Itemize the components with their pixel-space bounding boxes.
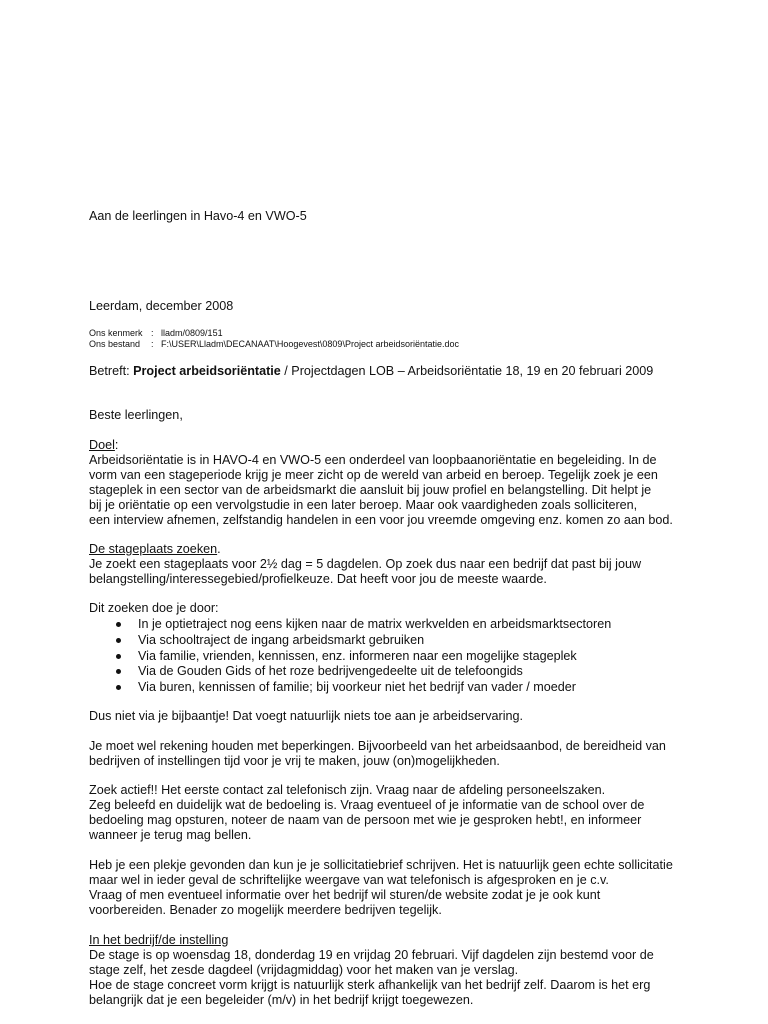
- sollicitatie-line: Heb je een plekje gevonden dan kun je je sollicitatiebrief schrijven. Het is natuurlijk geen echte sollicitatie: [89, 858, 673, 872]
- subject-rest: / Projectdagen LOB – Arbeidsoriëntatie 18, 19 en 20 februari 2009: [280, 364, 654, 378]
- list-item: In je optietraject nog eens kijken naar de matrix werkvelden en arbeidsmarktsectoren: [89, 617, 611, 633]
- list-item: Via de Gouden Gids of het roze bedrijvengedeelte uit de telefoongids: [89, 664, 611, 680]
- doel-heading-line: [89, 438, 118, 453]
- bestand-label: Ons bestand: [89, 339, 141, 349]
- stageplaats-line: Je zoekt een stageplaats voor 2½ dag = 5 dagdelen. Op zoek dus naar een bedrijf dat past bij jouw: [89, 557, 642, 571]
- doel-heading-suffix: :: [114, 438, 119, 452]
- subject-title: Project arbeidsoriëntatie: [133, 364, 281, 378]
- stageplaats-heading-line: [89, 542, 221, 557]
- doel-line: Arbeidsoriëntatie is in HAVO-4 en VWO-5 een onderdeel van loopbaanoriëntatie en begeleiding. In de: [89, 453, 657, 467]
- kenmerk-value: lladm/0809/151: [161, 328, 223, 338]
- doel-line: bij je oriëntatie op een vervolgstudie in een later beroep. Maar ook vaardigheden zoals solliciteren,: [89, 498, 638, 512]
- list-item: Via familie, vrienden, kennissen, enz. informeren naar een mogelijke stageplek: [89, 649, 611, 665]
- sollicitatie-line: maar wel in ieder geval de schriftelijke weergave van wat telefonisch is afgesproken en je c.v.: [89, 873, 609, 887]
- reference-bestand: [89, 339, 459, 350]
- doel-heading: Doel: [89, 438, 115, 452]
- list-item: Via buren, kennissen of familie; bij voorkeur niet het bedrijf van vader / moeder: [89, 680, 611, 696]
- addressee: Aan de leerlingen in Havo-4 en VWO-5: [89, 209, 307, 223]
- subject-prefix: Betreft:: [89, 364, 134, 378]
- kenmerk-label: Ons kenmerk: [89, 328, 143, 338]
- beperkingen-line: bedrijven of instellingen tijd voor je vrij te maken, jouw (on)mogelijkheden.: [89, 754, 500, 768]
- bedrijf-line: stage zelf, het zesde dagdeel (vrijdagmiddag) voor het maken van je verslag.: [89, 963, 519, 977]
- bestand-separator: :: [151, 339, 154, 349]
- kenmerk-separator: :: [151, 328, 154, 338]
- bestand-value: F:\USER\Lladm\DECANAAT\Hoogevest\0809\Project arbeidsoriëntatie.doc: [161, 339, 460, 349]
- subject-line: [89, 364, 653, 379]
- stageplaats-heading: De stageplaats zoeken: [89, 542, 218, 556]
- actief-line: Zeg beleefd en duidelijk wat de bedoeling is. Vraag eventueel of je informatie van de school over de: [89, 798, 645, 812]
- zoeken-bullet-list: [89, 617, 611, 696]
- actief-line: Zoek actief!! Het eerste contact zal telefonisch zijn. Vraag naar de afdeling personeelszaken.: [89, 783, 606, 797]
- bedrijf-line: belangrijk dat je een begeleider (m/v) in het bedrijf krijgt toegewezen.: [89, 993, 474, 1007]
- bedrijf-heading: In het bedrijf/de instelling: [89, 933, 229, 947]
- list-item: Via schooltraject de ingang arbeidsmarkt gebruiken: [89, 633, 611, 649]
- doel-line: stageplek in een sector van de arbeidsmarkt die aansluit bij jouw profiel en belangstelling. Dit helpt je: [89, 483, 652, 497]
- bedrijf-line: De stage is op woensdag 18, donderdag 19 en vrijdag 20 februari. Vijf dagdelen zijn bestemd voor de: [89, 948, 654, 962]
- sollicitatie-line: Vraag of men eventueel informatie over het bedrijf wil sturen/de website zodat je je ook kunt: [89, 888, 601, 902]
- stageplaats-heading-suffix: .: [217, 542, 221, 556]
- bedrijf-line: Hoe de stage concreet vorm krijgt is natuurlijk sterk afhankelijk van het bedrijf zelf. Daarom is het erg: [89, 978, 651, 992]
- doel-line: vorm van een stageperiode krijg je meer zicht op de wereld van arbeid en beroep. Tegelijk zoek je een: [89, 468, 658, 482]
- place-date: Leerdam, december 2008: [89, 299, 234, 313]
- bijbaantje-line: Dus niet via je bijbaantje! Dat voegt natuurlijk niets toe aan je arbeidservaring.: [89, 709, 524, 723]
- stageplaats-line: belangstelling/interessegebied/profielkeuze. Dat heeft voor jou de meeste waarde.: [89, 572, 547, 586]
- zoeken-intro: Dit zoeken doe je door:: [89, 601, 219, 615]
- doel-line: een interview afnemen, zelfstandig handelen in een voor jou vreemde omgeving enz. komen zo aan bod.: [89, 513, 673, 527]
- sollicitatie-line: voorbereiden. Benader zo mogelijk meerdere bedrijven tegelijk.: [89, 903, 442, 917]
- actief-line: bedoeling mag opsturen, noteer de naam van de persoon met wie je gesproken hebt!, en informeer: [89, 813, 642, 827]
- beperkingen-line: Je moet wel rekening houden met beperkingen. Bijvoorbeeld van het arbeidsaanbod, de bereidheid van: [89, 739, 666, 753]
- actief-line: wanneer je terug mag bellen.: [89, 828, 252, 842]
- reference-kenmerk: [89, 328, 223, 339]
- salutation: Beste leerlingen,: [89, 408, 183, 422]
